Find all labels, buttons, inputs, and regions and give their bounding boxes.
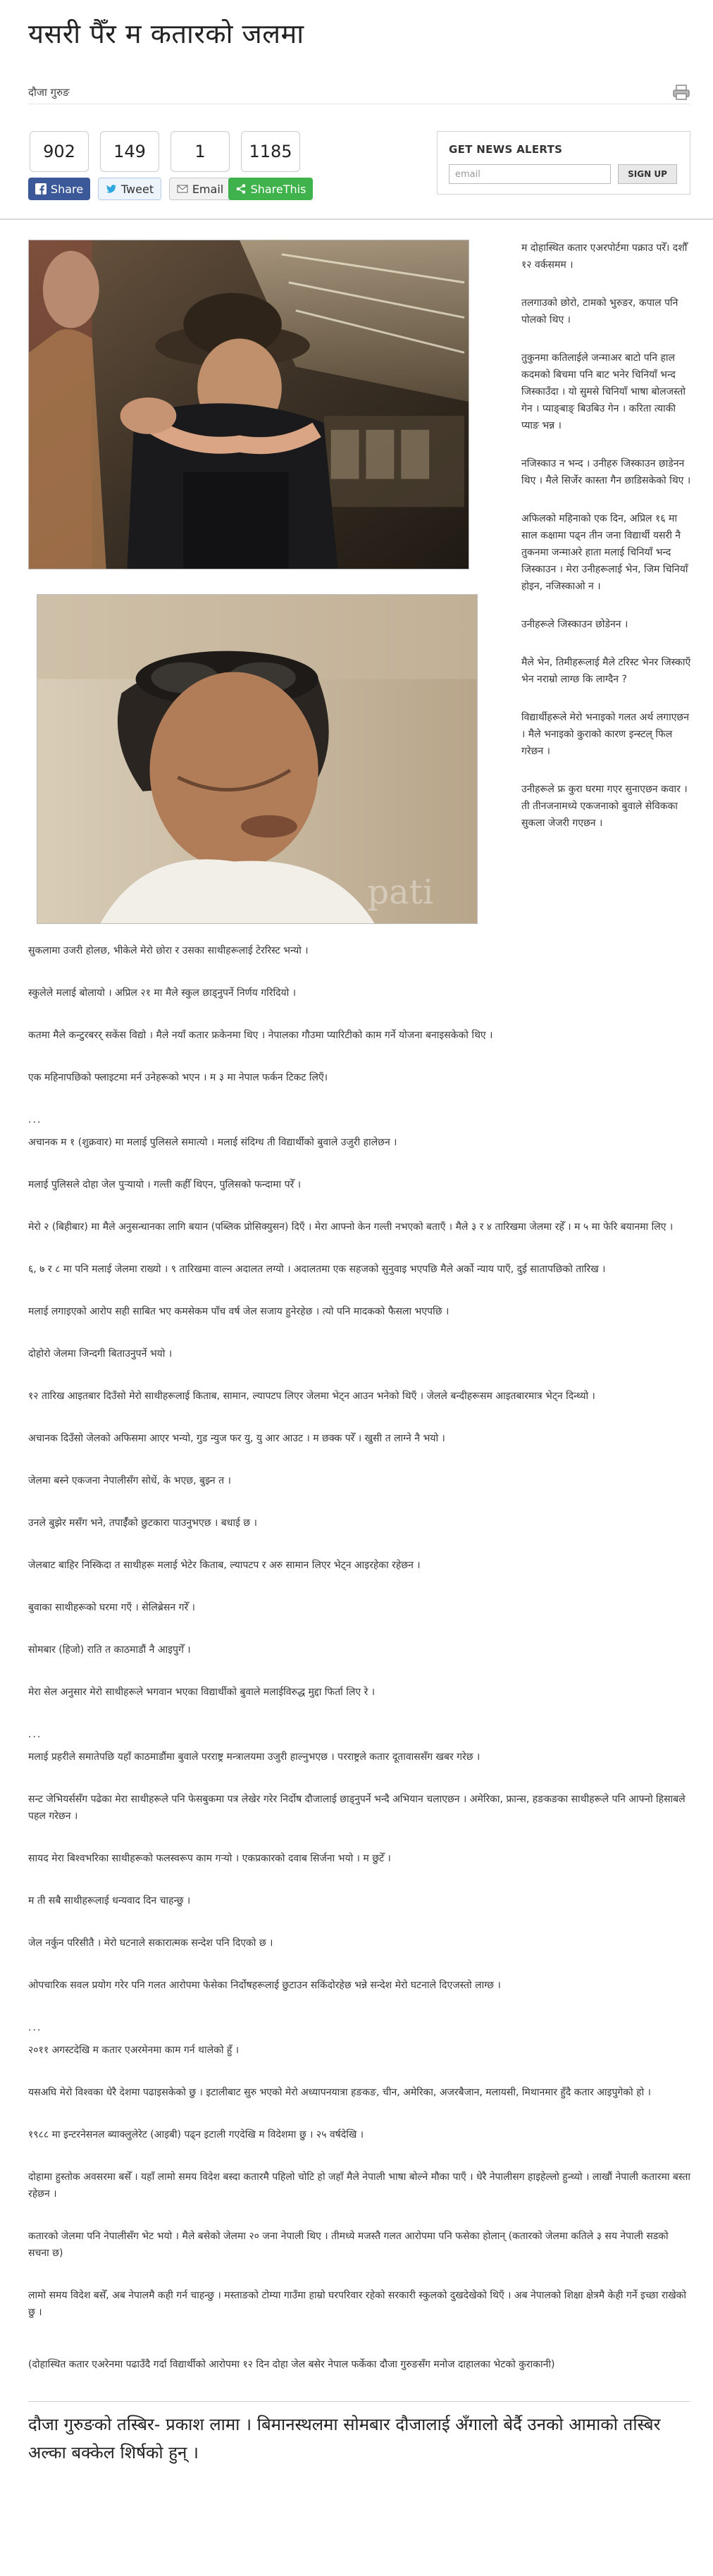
article-body bbox=[28, 240, 690, 2467]
news-alerts-title: GET NEWS ALERTS bbox=[449, 143, 563, 156]
share-row bbox=[28, 131, 690, 200]
article-paragraph: ६, ७ र ८ मा पनि मलाई जेलमा राख्यो । ९ तारिखमा वाल्न अदालत लग्यो । अदालतमा एक सहजको सुनुवाइ भएपछि मैले अर्को न्याय पाएँ, दुई सातापछिको तारिख । bbox=[28, 1264, 606, 1275]
email-share bbox=[169, 131, 231, 200]
share-buttons bbox=[28, 131, 306, 200]
portrait-photo bbox=[37, 594, 478, 924]
facebook-share bbox=[28, 131, 90, 200]
article-paragraph: लामो समय विदेश बसेँ, अब नेपालमै कही गर्न चाहन्छु । मस्ताङको टोम्या गाउँमा हाम्रो घरपरिवार रहेको सरकारी स्कुलको दुखदेखेको थिएँ । अब नेपालको शिक्षा क्षेत्रमै केही गर्ने इच्छा राखेको छु । bbox=[28, 2290, 687, 2318]
side-paragraph: म दोहास्थित कतार एअरपोर्टमा पक्राउ परेँ। दशौँ १२ वर्कसमम । bbox=[521, 242, 688, 271]
article-paragraph: मलाई लगाइएको आरोप सही साबित भए कमसेकम पाँच वर्ष जेल सजाय हुनेरहेछ । त्यो पनि मादकको फैसला भएपछि । bbox=[28, 1306, 450, 1317]
facebook-share-label: Share bbox=[50, 182, 84, 196]
article-paragraph: यसअघि मेरो विश्वका धेरै देशमा पढाइसकेको छु । इटालीबाट सुरु भएको मेरो अध्यापनयात्रा हङकङ, चीन, अमेरिका, अजरबैजान, मलायसी, मिथानमार हुँदै कतार आइपुगेको हो । bbox=[28, 2087, 651, 2098]
side-paragraph: उनीहरूले जिस्काउन छोडेनन । bbox=[521, 619, 628, 630]
article-paragraph: अचानक म १ (शुक्रवार) मा मलाई पुलिसले समात्यो । मलाई संदिग्ध ती विद्यार्थीको बुवाले उजुरी हालेछन । bbox=[28, 1137, 397, 1148]
section-break: ... bbox=[28, 2022, 42, 2033]
article-paragraph: सोमबार (हिजो) राति त काठमाडौं नै आइपुगेँ । bbox=[28, 1644, 191, 1656]
article-paragraph: मलाई प्रहरीले समातेपछि यहाँ काठमाडौंमा बुवाले परराष्ट्र मन्त्रालयमा उजुरी हाल्नुभएछ । परराष्ट्रले कतार दूतावाससँग खबर गरेछ । bbox=[28, 1751, 480, 1763]
news-alerts-box bbox=[437, 131, 690, 195]
email-share-button[interactable] bbox=[169, 178, 231, 200]
article-paragraph: कतमा मैले कन्टुरबरर् सकेंस विद्यो । मैले नयाँ कतार फ्रकेनमा थिए । नेपालका गौउमा प्यारिटीको काम गर्ने योजना बनाइसकेको थिए । bbox=[28, 1030, 493, 1041]
side-paragraph: नजिस्काउ न भन्द । उनीहरु जिस्काउन छाडेनन थिए । मैले सिर्जेर कास्ता गैन छाडिसकेको थिए । bbox=[521, 458, 691, 486]
byline-row bbox=[28, 80, 690, 104]
source-note: (दोहास्थित कतार एअरेनमा पढाउँदै गर्दा विद्यार्थीको आरोपमा १२ दिन दोहा जेल बसेर नेपाल फर्केका दौजा गुरुङसँग मनोज दाहालका भेटको कुराकानी) bbox=[28, 2359, 555, 2370]
article-paragraph: सायद मेरा बिश्वभरिका साथीहरूको फलस्वरूप काम गर्‍यो । एकप्रकारको दवाब सिर्जना भयो । म छुटेँ । bbox=[28, 1853, 391, 1864]
article-paragraph: सन्ट जेभियर्ससँग पढेका मेरा साथीहरूले पनि फेसबुकमा पत्र लेखेर गरेर निर्दोष दौजालाई छाड्नुपर्ने भन्दै अभियान चलाएछन । अमेरिका, फ्रान्स, हङकङका साथीहरूले पनि आफ्नो हिसाबले पहल गरेछन । bbox=[28, 1794, 686, 1822]
tweet-label: Tweet bbox=[120, 182, 154, 196]
twitter-count: 149 bbox=[100, 131, 159, 172]
article-paragraph: स्कुलेले मलाई बोलायो । अप्रिल २१ मा मैले स्कुल छाड्नुपर्ने निर्णय गरिदियो । bbox=[28, 987, 297, 999]
page-title: यसरी पैँर म कतारको जलमा bbox=[28, 18, 304, 49]
header-divider bbox=[0, 218, 713, 220]
facebook-count: 902 bbox=[30, 131, 89, 172]
side-paragraph: मैले भेन, तिमीहरूलाई मैले टरिस्ट भेनर जिस्काएँ भेन नराम्रो लाग्छ कि लाग्दैन ? bbox=[521, 657, 691, 685]
side-paragraph: विद्यार्थीहरूले मेरो भनाइको गलत अर्थ लगाएछन । मैले भनाइको कुराको कारण इन्स्टल् फिल गरेछन । bbox=[521, 712, 690, 757]
tweet-button[interactable] bbox=[98, 178, 161, 200]
author-byline: दौजा गुरुङ bbox=[28, 85, 70, 99]
news-alerts-form bbox=[449, 164, 678, 184]
photo-watermark: pati bbox=[367, 873, 434, 913]
article-paragraph: एक महिनापछिको फ्लाइटमा मर्न उनेहरूको भएन । म ३ मा नेपाल फर्कन टिकट लिएँ। bbox=[28, 1072, 328, 1083]
article-paragraph: १९८८ मा इन्टरनेसनल ब्याक्लुलेरेट (आइबी) पढ्न इटाली गएदेखि म विदेशमा छु । २५ वर्षदेखि । bbox=[28, 2129, 364, 2140]
photo-caption: दौजा गुरुङको तस्बिर- प्रकाश लामा । बिमानस्थलमा सोमबार दौजालाई अँगालो बेर्दै उनको आमाको तस्बिर अल्का बक्केल शिर्षको हुन् । bbox=[28, 2401, 690, 2467]
article-paragraph: उनले बुझेर मसँग भने, तपाईँको छुटकारा पाउनुभएछ । बधाई छ । bbox=[28, 1517, 257, 1529]
article-paragraph: अचानक दिउँसो जेलको अफिसमा आएर भन्यो, गुड न्युज फर यु, यु आर आउट । म छक्क परेँ । खुसी त लाग्ने नै भयो । bbox=[28, 1433, 445, 1444]
article-paragraph: सुकलामा उजरी होलछ, भीकेले मेरो छोरा र उसका साथीहरूलाई टेररिस्ट भन्यो । bbox=[28, 945, 309, 956]
email-count: 1 bbox=[170, 131, 230, 172]
article-paragraph: म ती सबै साथीहरूलाई धन्यवाद दिन चाहन्छु । bbox=[28, 1895, 191, 1906]
article-paragraph: जेलमा बस्ने एकजना नेपालीसँग सोधें, के भएछ, बुझ्न त । bbox=[28, 1475, 231, 1486]
article-paragraph: जेलबाट बाहिर निस्किदा त साथीहरू मलाई भेटेर किताब, ल्यापटप र अरु सामान लिएर भेट्न आइरहेका रहेछन । bbox=[28, 1560, 421, 1571]
article-paragraph: २०११ अगस्टदेखि म कतार एअरमेनमा काम गर्न थालेको हुँ । bbox=[28, 2045, 240, 2056]
article-paragraph: कतारको जेलमा पनि नेपालीसँग भेट भयो । मैले बसेको जेलमा २० जना नेपाली थिए । तीमध्ये मजस्तै गलत आरोपमा पनि फसेका होलान् (कतारको जेलमा कतिले ३ सय नेपाली सडको सचना छ) bbox=[28, 2231, 669, 2259]
share-icon bbox=[235, 183, 247, 195]
article-paragraph: मेरा सेल अनुसार मेरो साथीहरूले भगवान भएका विद्यार्थीको बुवाले मलाईविरुद्ध मुद्दा फिर्ता लिए रे । bbox=[28, 1687, 376, 1698]
article-paragraph: दोहामा हुस्तोक अवसरमा बसेँ । यहाँ लामो समय विदेश बस्दा कतारमै पहिलो चोटि हो जहाँ मैले नेपाली भाषा बोल्ने मौका पाएँ । धेरै नेपालीसग हाइहेल्लो हुन्थ्यो । लाखौं नेपाली कतारमा बस्ता रहेछन । bbox=[28, 2171, 690, 2200]
article-paragraph: मेरो २ (बिहीबार) मा मैले अनुसन्धानका लागि बयान (पब्लिक प्रोसिक्युसन) दिएँ । मेरा आफ्नो केन गल्ती नभएको बताएँ । मैले ३ र ४ तारिखमा जेलमा रहेँ । म ५ मा फेरि बयानमा लिए । bbox=[28, 1221, 674, 1233]
section-break: ... bbox=[28, 1114, 42, 1126]
side-paragraph: अफिलको महिनाको एक दिन, अप्रिल १६ मा साल कक्षामा पढ्न तीन जना विद्यार्थी यसरी नै तुकनमा जन्माअरे हाता मलाई चिनियाँ भन्द जिस्काउन । मेरा उनीहरूलाई भेन, जिम चिनियाँ होइन, नजिस्काओ न । bbox=[521, 513, 688, 592]
article-paragraph: जेल नर्कुन परिसीतै । मेरो घटनाले सकारात्मक सन्देश पनि दिएको छ । bbox=[28, 1937, 273, 1949]
email-label: Email bbox=[192, 182, 224, 196]
article-paragraph: दोहोरो जेलमा जिन्दगी बिताउनुपर्ने भयो । bbox=[28, 1348, 173, 1360]
article-paragraph: १२ तारिख आइतबार दिउँसो मेरो साथीहरूलाई किताब, सामान, ल्यापटप लिएर जेलमा भेट्न आउन भनेको थिएँ । जेलले बन्दीहरूसम आइतबारमात्र भेट्न दिन्थ्यो । bbox=[28, 1391, 595, 1402]
side-paragraph: उनीहरूले फ्र कुरा घरमा गएर सुनाएछन कवार । ती तीनजनामध्ये एकजनाको बुवाले सेविकका सुकला जेजरी गएछन । bbox=[521, 784, 688, 829]
twitter-bird-icon bbox=[106, 183, 117, 195]
email-input[interactable] bbox=[449, 164, 611, 184]
sharethis-button[interactable] bbox=[228, 178, 314, 200]
article-paragraph: ओपचारिक सवल प्रयोग गरेर पनि गलत आरोपमा फेसेका निर्दोषहरूलाई छुटाउन सकिंदोरहेछ भन्ने सन्देश मेरो घटनाले दिएजस्तो लाग्छ । bbox=[28, 1980, 501, 1991]
article-paragraph: बुवाका साथीहरूको घरमा गएँ । सेलिब्रेसन गरेँ । bbox=[28, 1602, 195, 1613]
sharethis-share bbox=[240, 131, 306, 200]
twitter-share bbox=[99, 131, 161, 200]
facebook-icon bbox=[35, 183, 46, 195]
envelope-icon bbox=[177, 183, 188, 195]
airport-hug-photo bbox=[28, 240, 469, 569]
sharethis-label: ShareThis bbox=[250, 182, 306, 196]
facebook-share-button[interactable] bbox=[28, 178, 90, 200]
side-paragraph: तलगाउको छोरो, टामको भुरुङर, कपाल पनि पोलको थिए । bbox=[521, 297, 678, 326]
print-icon[interactable] bbox=[672, 84, 690, 101]
side-column-text bbox=[521, 240, 694, 853]
side-paragraph: तुकुनमा कतिलाईले जन्माअर बाटो पनि हाल कदमको बिचमा पनि बाट भनेर चिनियाँ भन्द जिस्काउँदा । यो सुमसे चिनियाँ भाषा बोलजस्तो गेन । प्याङ्बाङ् बिउबिउ गेन । करिता त्याकी प्याङ भन्न । bbox=[521, 352, 686, 431]
article-paragraph: मलाई पुलिसले दोहा जेल पुर्‍यायो । गल्ती कहीँ थिएन, पुलिसको फन्दामा परेँ । bbox=[28, 1179, 302, 1190]
sign-up-button[interactable]: SIGN UP bbox=[618, 164, 677, 184]
section-break: ... bbox=[28, 1729, 42, 1740]
sharethis-count: 1185 bbox=[241, 131, 300, 172]
